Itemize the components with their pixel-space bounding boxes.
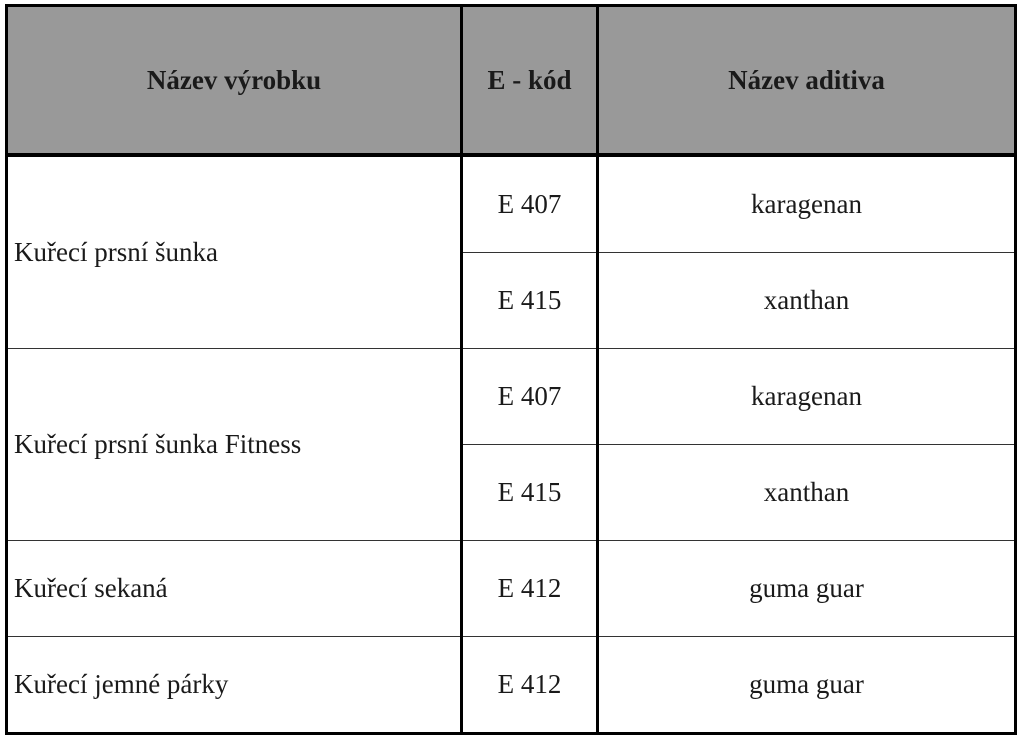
- additive-name-cell: guma guar: [598, 541, 1016, 637]
- additive-name-cell: xanthan: [598, 253, 1016, 349]
- e-code-cell: E 412: [462, 637, 598, 734]
- additive-name-cell: xanthan: [598, 445, 1016, 541]
- product-name-cell: Kuřecí jemné párky: [7, 637, 462, 734]
- e-code-cell: E 407: [462, 155, 598, 253]
- table-row: [7, 349, 1016, 445]
- e-code-cell: E 407: [462, 349, 598, 445]
- table-row: [7, 637, 1016, 734]
- table-row: [7, 155, 1016, 253]
- table-header-row: [7, 6, 1016, 156]
- additive-name-cell: karagenan: [598, 349, 1016, 445]
- e-code-cell: E 415: [462, 253, 598, 349]
- table-row: [7, 541, 1016, 637]
- product-name-cell: Kuřecí prsní šunka: [7, 155, 462, 349]
- additive-name-cell: guma guar: [598, 637, 1016, 734]
- header-product-name: Název výrobku: [7, 6, 462, 156]
- additives-table: [5, 4, 1017, 735]
- product-name-cell: Kuřecí sekaná: [7, 541, 462, 637]
- additive-name-cell: karagenan: [598, 155, 1016, 253]
- product-name-cell: Kuřecí prsní šunka Fitness: [7, 349, 462, 541]
- e-code-cell: E 412: [462, 541, 598, 637]
- header-additive-name: Název aditiva: [598, 6, 1016, 156]
- e-code-cell: E 415: [462, 445, 598, 541]
- header-e-code: E - kód: [462, 6, 598, 156]
